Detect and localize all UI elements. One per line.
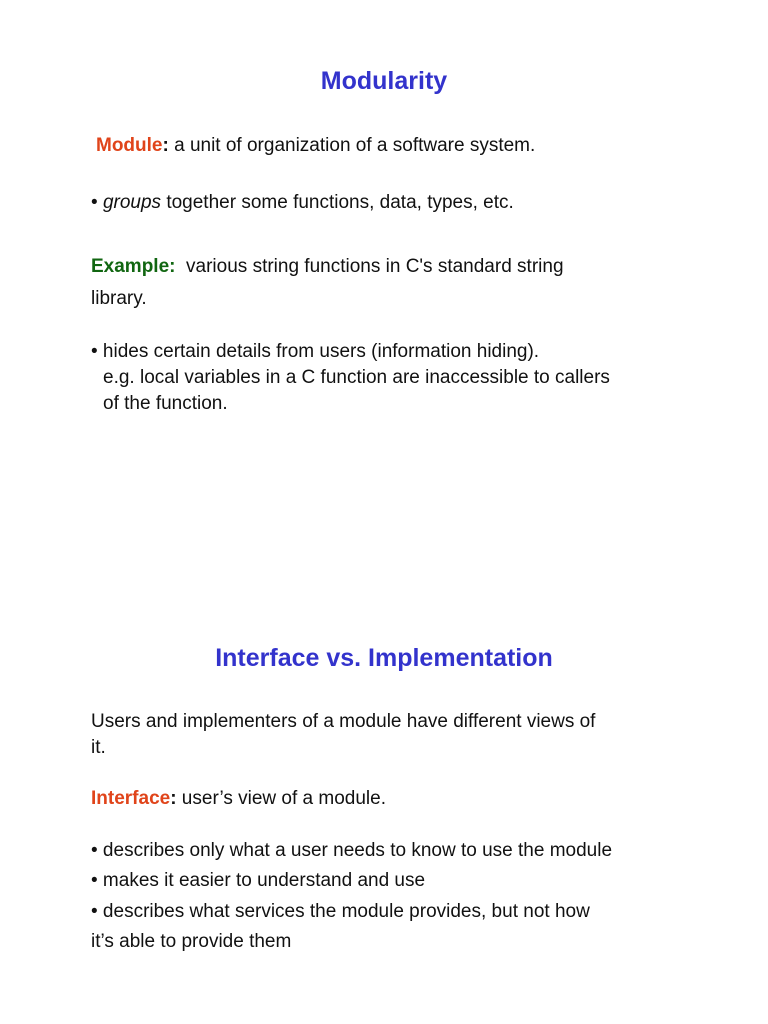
groups-rest: together some functions, data, types, etc.	[161, 192, 514, 213]
groups-bullet	[91, 192, 514, 214]
hides-example-line: e.g. local variables in a C function are inaccessible to callers	[103, 367, 610, 388]
hides-example-line-2: of the function.	[103, 393, 228, 414]
slide2-title: Interface vs. Implementation	[215, 644, 553, 672]
interface-definition	[91, 788, 386, 810]
hides-bullet: • hides certain details from users (information hiding).	[91, 341, 540, 362]
example-term: Example:	[91, 256, 176, 277]
module-colon: :	[162, 135, 169, 156]
module-term: Module	[96, 135, 163, 156]
list-item: • describes only what a user needs to know to use the module	[91, 840, 613, 861]
intro-line: Users and implementers of a module have different views of	[91, 711, 596, 732]
list-item-continuation: it’s able to provide them	[91, 931, 292, 952]
intro-line-2: it.	[91, 737, 106, 758]
bullet-glyph: •	[91, 192, 103, 213]
example-line-2: library.	[91, 288, 147, 309]
interface-definition-text: user’s view of a module.	[176, 788, 386, 809]
groups-word: groups	[102, 192, 162, 213]
interface-colon: :	[170, 788, 177, 809]
module-definition-text: a unit of organization of a software system.	[168, 135, 536, 156]
example-line	[91, 256, 564, 278]
list-item: • describes what services the module provides, but not how	[91, 901, 590, 922]
example-text: various string functions in C's standard string	[175, 256, 564, 277]
list-item: • makes it easier to understand and use	[91, 870, 426, 891]
interface-term: Interface	[91, 788, 171, 809]
slide1-title: Modularity	[320, 67, 448, 95]
module-definition	[96, 135, 535, 157]
